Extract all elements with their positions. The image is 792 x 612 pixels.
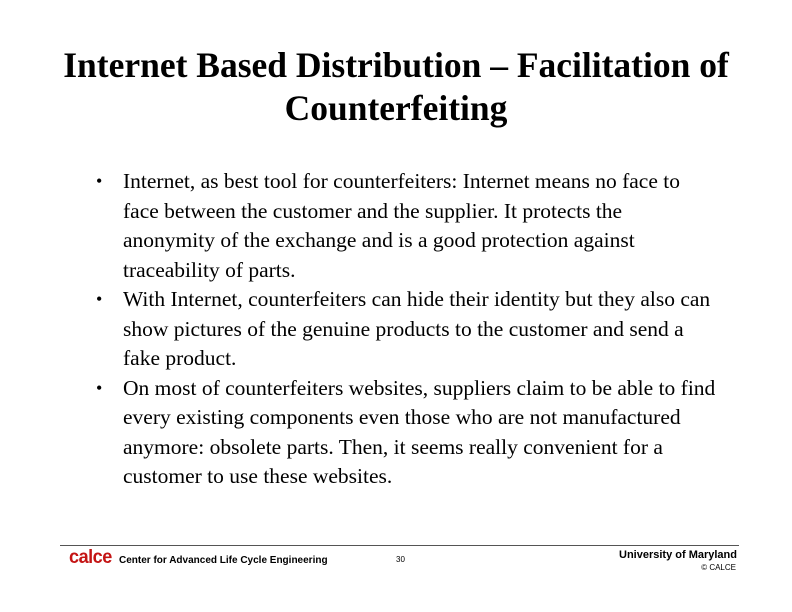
bullet-text: On most of counterfeiters websites, suppliers claim to be able to find every existing components even those who are not manufactured anymore: obsolete parts. Then, it seems really convenient for a customer to use these websites.	[123, 375, 716, 488]
bullet-item	[96, 374, 716, 492]
footer-copyright: © CALCE	[701, 563, 736, 572]
slide-title: Internet Based Distribution – Facilitation of Counterfeiting	[63, 45, 729, 128]
bullet-text: Internet, as best tool for counterfeiters: Internet means no face to face between the customer and the supplier. It protects the anonymity of the exchange and is a good protection against traceability of parts.	[123, 169, 680, 282]
bullet-marker: •	[96, 289, 103, 309]
bullet-item	[96, 167, 716, 285]
footer-divider	[60, 545, 739, 546]
bullet-text: With Internet, counterfeiters can hide their identity but they also can show pictures of the genuine products to the customer and send a fake product.	[123, 287, 711, 370]
bullet-marker: •	[96, 171, 103, 191]
bullet-item	[96, 285, 716, 374]
footer-university: University of Maryland	[619, 549, 737, 561]
bullet-marker: •	[96, 377, 103, 398]
footer-center-name: Center for Advanced Life Cycle Engineering	[119, 555, 328, 566]
bullet-list	[96, 167, 716, 492]
page-number: 30	[396, 555, 405, 564]
calce-logo: calce	[69, 547, 112, 568]
